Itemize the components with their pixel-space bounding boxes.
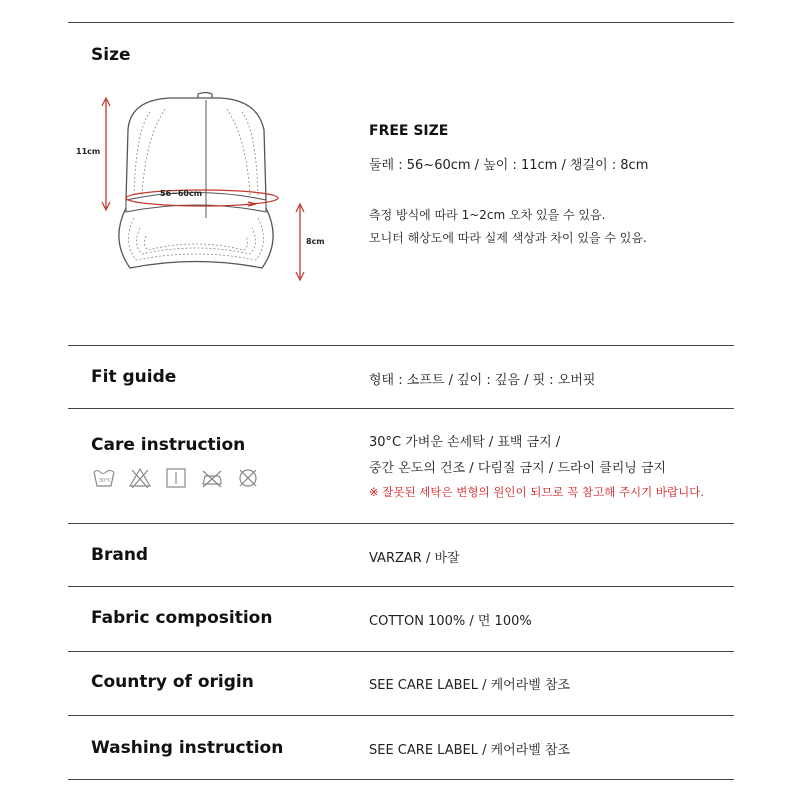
care-line-2: 중간 온도의 건조 / 다림질 금지 / 드라이 클리닝 금지 [369,461,667,476]
divider-fit-bottom [68,408,734,409]
divider-fabric-bottom [68,651,734,652]
divider-care-bottom [68,523,734,524]
no-dry-clean-icon [236,466,260,490]
cap-size-diagram [70,90,330,290]
brand-heading: Brand [91,545,149,565]
divider-brand-bottom [68,586,734,587]
size-note-1: 측정 방식에 따라 1~2cm 오차 있을 수 있음. [369,208,606,222]
height-label: 11cm [76,147,101,156]
no-bleach-icon [128,466,152,490]
care-heading: Care instruction [91,435,246,455]
divider-origin-bottom [68,715,734,716]
divider-top [68,22,734,23]
tumble-dry-medium-icon [164,466,188,490]
circumference-label: 56~60cm [160,189,203,198]
size-note-2: 모니터 해상도에 따라 실제 색상과 차이 있을 수 있음. [369,231,647,245]
size-heading: Size [91,45,131,65]
care-symbols [92,466,260,490]
care-warning: ※ 잘못된 세탁은 변형의 원인이 되므로 꼭 참고해 주시기 바랍니다. [369,485,705,499]
no-iron-icon [200,466,224,490]
washing-value: SEE CARE LABEL / 케어라벨 참조 [369,743,571,758]
free-size-label: FREE SIZE [369,123,449,139]
hand-wash-30-icon [92,466,116,490]
brand-value: VARZAR / 바잘 [369,551,460,566]
size-measurements: 둘레 : 56~60cm / 높이 : 11cm / 챙길이 : 8cm [369,158,649,173]
care-line-1: 30°C 가벼운 손세탁 / 표백 금지 / [369,435,561,450]
brim-label: 8cm [306,237,325,246]
fit-guide-heading: Fit guide [91,367,177,387]
fabric-heading: Fabric composition [91,608,273,628]
svg-text:30°C: 30°C [99,478,112,484]
washing-heading: Washing instruction [91,738,284,758]
origin-value: SEE CARE LABEL / 케어라벨 참조 [369,678,571,693]
fit-guide-value: 형태 : 소프트 / 깊이 : 깊음 / 핏 : 오버핏 [369,373,596,388]
origin-heading: Country of origin [91,672,254,692]
divider-bottom [68,779,734,780]
fabric-value: COTTON 100% / 면 100% [369,614,532,629]
divider-size-bottom [68,345,734,346]
